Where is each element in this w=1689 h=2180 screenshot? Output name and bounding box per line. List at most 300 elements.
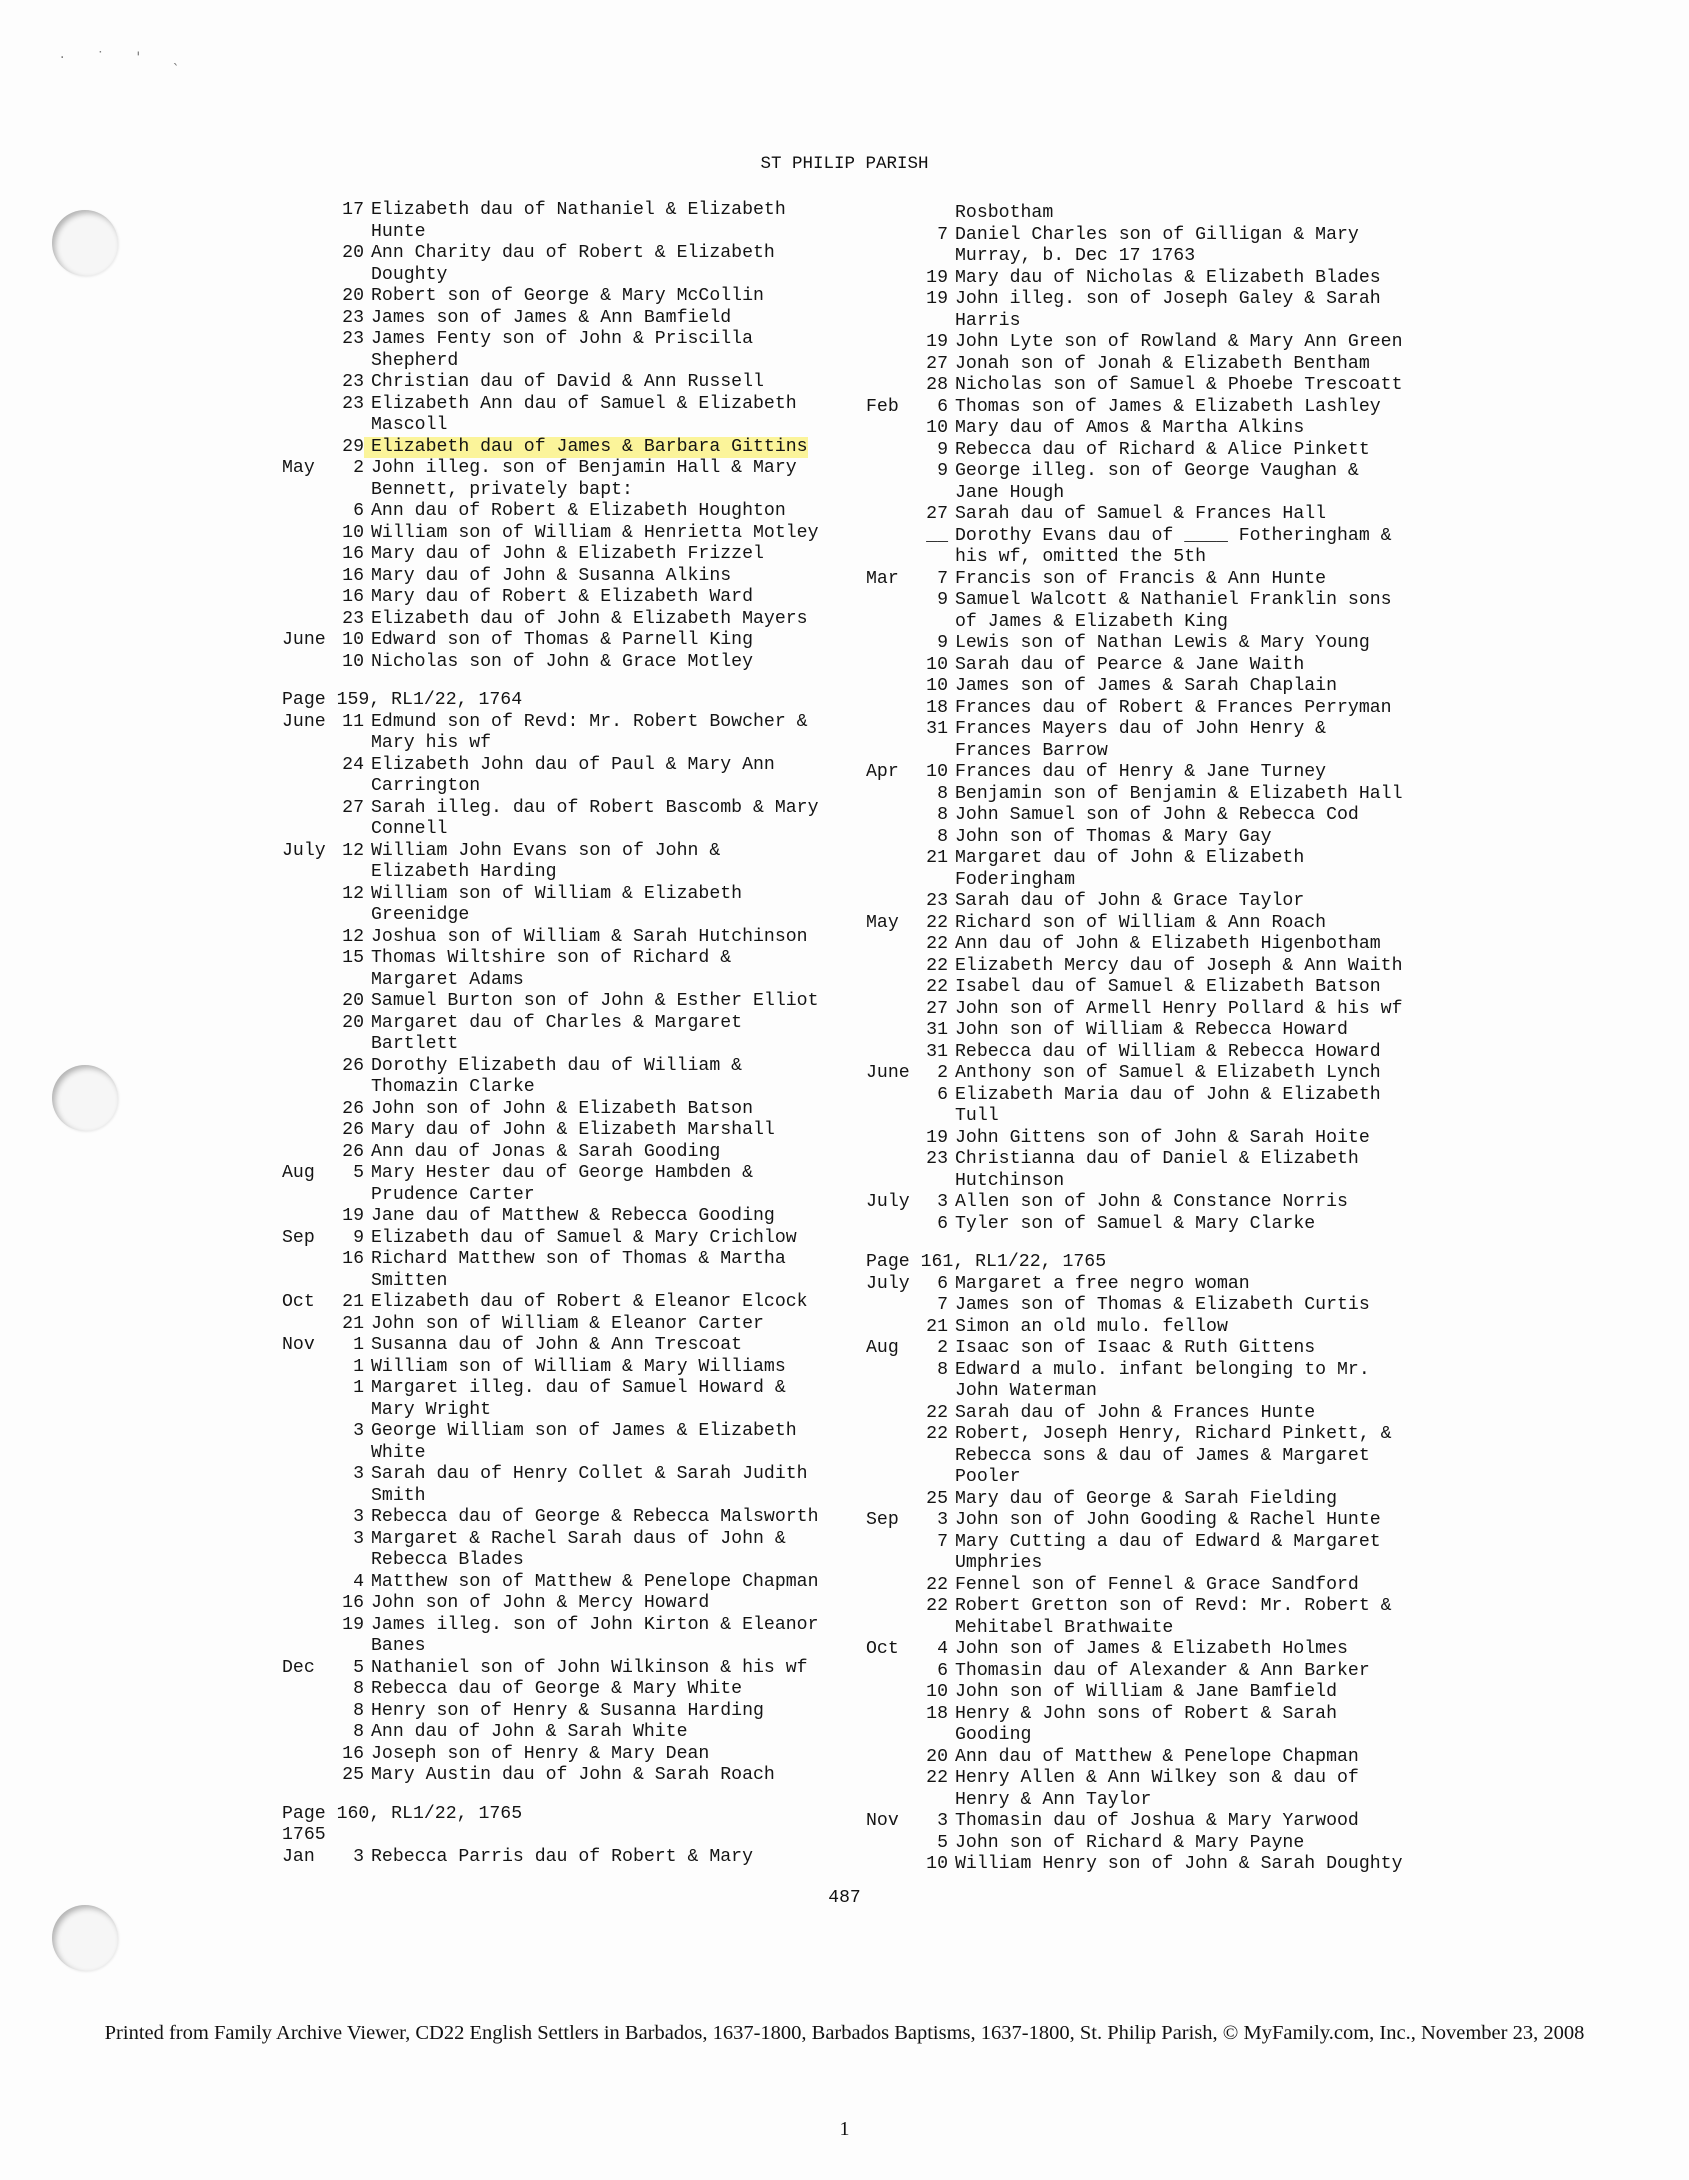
entry-day: 15 (342, 948, 364, 968)
entry-day: 19 (926, 289, 948, 309)
baptism-entry (282, 243, 842, 286)
entry-day: __ (926, 525, 948, 546)
entry-text: Margaret illeg. dau of Samuel Howard & Mary Wright (371, 1378, 786, 1420)
entry-text: Margaret dau of Charles & Margaret Bartlett (371, 1012, 743, 1054)
baptism-entry (282, 329, 842, 372)
baptism-entry (282, 437, 842, 459)
baptism-entry (866, 891, 1426, 913)
baptism-entry (282, 1378, 842, 1421)
entry-text: Dorothy Evans dau of ____ Fotheringham & his wf, omitted the 5th (955, 525, 1392, 567)
baptism-entry (282, 798, 842, 841)
baptism-entry (866, 1510, 1426, 1532)
entry-month: Nov (866, 1811, 899, 1831)
entry-text: Christianna dau of Daniel & Elizabeth Hutchinson (955, 1149, 1359, 1191)
entry-day: 29 (342, 436, 364, 457)
entry-text: Ann dau of John & Sarah White (371, 1722, 688, 1742)
entry-text: Sarah illeg. dau of Robert Bascomb & Mary Connell (371, 797, 819, 839)
entry-text: Rebecca dau of Richard & Alice Pinkett (955, 439, 1370, 460)
baptism-entry (866, 504, 1426, 526)
baptism-entry (282, 1120, 842, 1142)
entry-text: Richard Matthew son of Thomas & Martha Smitten (371, 1249, 786, 1291)
entry-text: Rosbotham (955, 203, 1054, 223)
baptism-entry (866, 1042, 1426, 1064)
entry-day: 6 (937, 396, 948, 417)
entry-month: July (866, 1192, 910, 1212)
entry-month: Sep (282, 1227, 315, 1248)
entry-text: Joseph son of Henry & Mary Dean (371, 1743, 710, 1764)
baptism-entry (866, 1274, 1426, 1296)
entry-day: 22 (926, 912, 948, 933)
entry-day: 19 (342, 1614, 364, 1635)
baptism-entry (282, 1421, 842, 1464)
entry-day: 23 (342, 307, 364, 328)
entry-text: Henry & John sons of Robert & Sarah Gooding (955, 1703, 1337, 1745)
entry-month: June (282, 711, 326, 732)
entry-text: Frances dau of Robert & Frances Perryman (955, 697, 1392, 718)
entry-day: 5 (353, 1657, 364, 1678)
entry-day: 3 (353, 1464, 364, 1484)
punch-hole-middle (52, 1065, 118, 1131)
entry-day: 18 (926, 697, 948, 718)
entry-text: John Gittens son of John & Sarah Hoite (955, 1127, 1370, 1148)
baptism-entry (866, 827, 1426, 849)
entry-text: Mary dau of John & Susanna Alkins (371, 565, 732, 586)
entry-day: 22 (926, 1574, 948, 1595)
entry-text: Edward son of Thomas & Parnell King (371, 630, 753, 650)
entry-day: 24 (342, 754, 364, 775)
entry-day: 22 (926, 1768, 948, 1788)
entry-day: 16 (342, 587, 364, 607)
source-page-heading (282, 1804, 842, 1826)
baptism-entry (866, 375, 1426, 397)
entry-day: 5 (937, 1832, 948, 1853)
baptism-entry (866, 1360, 1426, 1403)
entry-text: John son of James & Elizabeth Holmes (955, 1639, 1348, 1659)
baptism-entry (282, 991, 842, 1013)
entry-day: 8 (353, 1679, 364, 1699)
entry-text: Mary dau of Robert & Elizabeth Ward (371, 587, 753, 607)
entry-text: Henry son of Henry & Susanna Harding (371, 1700, 764, 1721)
entry-day: 31 (926, 719, 948, 739)
entry-text: Mary dau of John & Elizabeth Frizzel (371, 544, 764, 564)
entry-day: 1 (353, 1356, 364, 1377)
baptism-entry (282, 1593, 842, 1615)
entry-month: July (866, 1273, 910, 1294)
entry-text: Mary dau of Amos & Martha Alkins (955, 418, 1305, 438)
entry-text: Mary dau of John & Elizabeth Marshall (371, 1120, 775, 1140)
baptism-entry (866, 569, 1426, 591)
entry-day: 7 (937, 568, 948, 589)
entry-day: 9 (937, 633, 948, 653)
baptism-entry (866, 526, 1426, 569)
entry-day: 20 (342, 243, 364, 263)
baptism-entry (282, 1228, 842, 1250)
entry-day: 8 (937, 805, 948, 825)
entry-month: Oct (282, 1292, 315, 1312)
entry-day: 12 (342, 926, 364, 947)
baptism-entry (866, 1192, 1426, 1214)
baptism-entry (282, 841, 842, 884)
baptism-entry (282, 1206, 842, 1228)
entry-month: Feb (866, 396, 899, 417)
entry-day: 9 (937, 461, 948, 481)
baptism-entry (866, 1424, 1426, 1489)
entry-text: Sarah dau of Henry Collet & Sarah Judith Smith (371, 1464, 808, 1506)
entry-text: Thomasin dau of Alexander & Ann Barker (955, 1660, 1370, 1681)
entry-month: Mar (866, 568, 899, 589)
baptism-entry (866, 1854, 1426, 1876)
entry-day: 3 (937, 1510, 948, 1530)
entry-text: Jonah son of Jonah & Elizabeth Bentham (955, 353, 1370, 374)
baptism-entry (866, 1085, 1426, 1128)
baptism-entry (866, 225, 1426, 268)
baptism-entry (282, 1722, 842, 1744)
baptism-entry (282, 523, 842, 545)
highlighted-entry-text: Elizabeth dau of James & Barbara Gittins (364, 437, 808, 459)
entry-day: 19 (342, 1206, 364, 1226)
baptism-entry (282, 458, 842, 501)
entry-day: 28 (926, 375, 948, 395)
entry-text: Nicholas son of John & Grace Motley (371, 651, 753, 672)
entry-day: 8 (937, 783, 948, 804)
entry-text: George illeg. son of George Vaughan & Jane Hough (955, 461, 1359, 503)
entry-day: 8 (937, 826, 948, 847)
source-page-heading-text: Page 160, RL1/22, 1765 (282, 1803, 523, 1824)
baptism-entry (866, 676, 1426, 698)
entry-text: Joshua son of William & Sarah Hutchinson (371, 926, 808, 947)
entry-day: 31 (926, 1020, 948, 1040)
entry-text: Rebecca dau of William & Rebecca Howard (955, 1041, 1381, 1062)
entry-day: 26 (342, 1120, 364, 1140)
entry-day: 7 (937, 224, 948, 245)
entry-text: Nathaniel son of John Wilkinson & his wf (371, 1657, 808, 1678)
entry-month: Sep (866, 1510, 899, 1530)
baptism-entry (282, 566, 842, 588)
source-page-heading (866, 1252, 1426, 1274)
entry-day: 21 (342, 1292, 364, 1312)
entry-day: 27 (342, 797, 364, 818)
entry-day: 8 (353, 1722, 364, 1742)
entry-month: Nov (282, 1335, 315, 1355)
parish-header: ST PHILIP PARISH (760, 154, 929, 174)
entry-day: 21 (342, 1313, 364, 1334)
entry-day: 6 (353, 501, 364, 521)
baptism-entry (866, 655, 1426, 677)
baptism-entry (866, 633, 1426, 655)
baptism-entry (282, 1765, 842, 1787)
baptism-entry (866, 590, 1426, 633)
entry-text: Edmund son of Revd: Mr. Robert Bowcher & Mary his wf (371, 711, 808, 753)
entry-text: James illeg. son of John Kirton & Eleanor Banes (371, 1614, 819, 1656)
entry-day: 3 (353, 1846, 364, 1867)
entry-month: June (866, 1063, 910, 1083)
entry-day: 6 (937, 1084, 948, 1105)
baptism-entry (282, 1615, 842, 1658)
entry-text: Sarah dau of Samuel & Frances Hall (955, 504, 1327, 524)
entry-text: Fennel son of Fennel & Grace Sandford (955, 1574, 1359, 1595)
baptism-entry (866, 1489, 1426, 1511)
entry-text: Thomasin dau of Joshua & Mary Yarwood (955, 1811, 1359, 1831)
punch-hole-bottom (52, 1905, 118, 1971)
entry-text: Samuel Walcott & Nathaniel Franklin sons of James & Elizabeth King (955, 590, 1392, 632)
baptism-entry (866, 805, 1426, 827)
entry-text: Margaret dau of John & Elizabeth Foderingham (955, 848, 1305, 890)
entry-text: Elizabeth dau of Samuel & Mary Crichlow (371, 1227, 797, 1248)
entry-month: June (282, 630, 326, 650)
entry-text: Benjamin son of Benjamin & Elizabeth Hall (955, 783, 1403, 804)
entry-month: Apr (866, 762, 899, 782)
entry-text: Elizabeth John dau of Paul & Mary Ann Carrington (371, 754, 775, 796)
entry-text: Richard son of William & Ann Roach (955, 912, 1327, 933)
baptism-entry (866, 698, 1426, 720)
baptism-entry (282, 630, 842, 652)
entry-day: 16 (342, 1593, 364, 1613)
entry-text: Isaac son of Isaac & Ruth Gittens (955, 1338, 1316, 1358)
entry-day: 23 (926, 891, 948, 911)
entry-text: James son of James & Ann Bamfield (371, 307, 732, 328)
source-page-heading (282, 1825, 842, 1847)
baptism-entry (866, 1532, 1426, 1575)
entry-text: Anthony son of Samuel & Elizabeth Lynch (955, 1063, 1381, 1083)
entry-day: 20 (342, 286, 364, 306)
entry-text: Rebecca dau of George & Rebecca Malsworth (371, 1507, 819, 1527)
baptism-entry (866, 913, 1426, 935)
entry-text: John son of William & Jane Bamfield (955, 1682, 1337, 1702)
entry-text: Rebecca dau of George & Mary White (371, 1679, 743, 1699)
left-column (282, 200, 842, 1868)
entry-month: Dec (282, 1657, 315, 1678)
entry-day: 2 (937, 1063, 948, 1083)
baptism-entry (866, 1338, 1426, 1360)
entry-text: Sarah dau of John & Grace Taylor (955, 891, 1305, 911)
entry-text: Elizabeth Maria dau of John & Elizabeth Tull (955, 1084, 1381, 1126)
entry-text: Elizabeth dau of Nathaniel & Elizabeth Hunte (371, 200, 786, 242)
baptism-entry (282, 1679, 842, 1701)
entry-text: John son of Armell Henry Pollard & his wf (955, 998, 1403, 1019)
entry-day: 20 (342, 991, 364, 1011)
baptism-entry (866, 289, 1426, 332)
entry-text: Elizabeth dau of John & Elizabeth Mayers (371, 608, 808, 629)
baptism-entry (282, 927, 842, 949)
entry-day: 12 (342, 840, 364, 861)
entry-day: 17 (342, 200, 364, 220)
entry-month: May (866, 912, 899, 933)
entry-text: John Samuel son of John & Rebecca Cod (955, 805, 1359, 825)
baptism-entry (866, 1128, 1426, 1150)
entry-day: 6 (937, 1273, 948, 1294)
entry-text: Isabel dau of Samuel & Elizabeth Batson (955, 977, 1381, 997)
baptism-entry (866, 1295, 1426, 1317)
baptism-entry (282, 1335, 842, 1357)
entry-text: Dorothy Elizabeth dau of William & Thomazin Clarke (371, 1055, 743, 1097)
baptism-entry (866, 461, 1426, 504)
entry-day: 26 (342, 1055, 364, 1076)
punch-hole-top (52, 210, 118, 276)
entry-day: 9 (937, 439, 948, 460)
entry-day: 22 (926, 1424, 948, 1444)
entry-text: Allen son of John & Constance Norris (955, 1192, 1348, 1212)
entry-day: 21 (926, 1316, 948, 1337)
entry-text: Tyler son of Samuel & Mary Clarke (955, 1213, 1316, 1234)
baptism-entry (866, 934, 1426, 956)
entry-month: Aug (282, 1163, 315, 1183)
entry-day: 10 (342, 651, 364, 672)
source-page-heading-text: 1765 (282, 1825, 326, 1845)
baptism-entry (282, 308, 842, 330)
entry-text: Nicholas son of Samuel & Phoebe Trescoatt (955, 375, 1403, 395)
source-page-heading-text: Page 161, RL1/22, 1765 (866, 1252, 1107, 1272)
entry-text: Sarah dau of Pearce & Jane Waith (955, 654, 1305, 675)
entry-day: 5 (353, 1163, 364, 1183)
entry-text: James son of James & Sarah Chaplain (955, 676, 1337, 696)
entry-text: Francis son of Francis & Ann Hunte (955, 568, 1327, 589)
entry-month: May (282, 458, 315, 478)
baptism-entry (282, 1744, 842, 1766)
entry-day: 3 (353, 1528, 364, 1549)
baptism-entry (282, 200, 842, 243)
entry-day: 3 (353, 1421, 364, 1441)
baptism-entry (282, 1529, 842, 1572)
entry-day: 20 (342, 1012, 364, 1033)
entry-day: 22 (926, 1402, 948, 1423)
baptism-entry (282, 609, 842, 631)
baptism-entry (282, 1701, 842, 1723)
print-footer: Printed from Family Archive Viewer, CD22 English Settlers in Barbados, 1637-1800, Barbados Baptisms, 1637-1800, St. Philip Parish, © MyFamily.com, Inc., November 23, 2008 (104, 2022, 1585, 2044)
baptism-entry (866, 1768, 1426, 1811)
entry-day: 4 (937, 1639, 948, 1659)
entry-day: 9 (937, 590, 948, 610)
entry-text: Matthew son of Matthew & Penelope Chapman (371, 1571, 819, 1592)
entry-day: 10 (926, 676, 948, 696)
entry-text: Christian dau of David & Ann Russell (371, 372, 764, 392)
entry-day: 18 (926, 1703, 948, 1724)
entry-text: Mary dau of Nicholas & Elizabeth Blades (955, 267, 1381, 288)
entry-month: Oct (866, 1639, 899, 1659)
entry-day: 16 (342, 544, 364, 564)
baptism-entry (282, 1572, 842, 1594)
baptism-entry (282, 1163, 842, 1206)
entry-text: John Lyte son of Rowland & Mary Ann Green (955, 332, 1403, 352)
entry-text: Frances Mayers dau of John Henry & Frances Barrow (955, 719, 1327, 761)
baptism-entry (866, 784, 1426, 806)
baptism-entry (282, 1292, 842, 1314)
entry-text: Rebecca Parris dau of Robert & Mary (371, 1846, 753, 1867)
entry-text: James Fenty son of John & Priscilla Shepherd (371, 329, 753, 371)
baptism-entry (866, 1317, 1426, 1339)
baptism-entry (282, 1314, 842, 1336)
baptism-entry (282, 1464, 842, 1507)
entry-text: Frances dau of Henry & Jane Turney (955, 762, 1327, 782)
section-gap (282, 1787, 842, 1804)
entry-text: Thomas son of James & Elizabeth Lashley (955, 396, 1381, 417)
baptism-entry (866, 762, 1426, 784)
baptism-entry (282, 1357, 842, 1379)
entry-text: George William son of James & Elizabeth White (371, 1421, 797, 1463)
section-gap (282, 673, 842, 690)
entry-day: 3 (937, 1811, 948, 1831)
entry-text: William son of William & Mary Williams (371, 1356, 786, 1377)
entry-text: Jane dau of Matthew & Rebecca Gooding (371, 1206, 775, 1226)
baptism-entry (866, 719, 1426, 762)
entry-text: John son of William & Eleanor Carter (371, 1313, 764, 1334)
entry-day: 23 (926, 1149, 948, 1169)
entry-day: 2 (937, 1338, 948, 1358)
entry-text: John son of William & Rebecca Howard (955, 1020, 1348, 1040)
entry-day: 26 (342, 1141, 364, 1162)
baptism-entry (282, 1142, 842, 1164)
entry-text: Elizabeth Ann dau of Samuel & Elizabeth Mascoll (371, 393, 797, 435)
entry-day: 27 (926, 353, 948, 374)
entry-day: 1 (353, 1335, 364, 1355)
baptism-entry (866, 1682, 1426, 1704)
entry-day: 11 (342, 711, 364, 732)
entry-day: 4 (353, 1571, 364, 1592)
entry-day: 23 (342, 372, 364, 392)
entry-day: 10 (926, 418, 948, 438)
entry-day: 31 (926, 1041, 948, 1062)
entry-text: Simon an old mulo. fellow (955, 1316, 1228, 1337)
baptism-entry (866, 977, 1426, 999)
baptism-entry (866, 397, 1426, 419)
baptism-entry (866, 956, 1426, 978)
entry-text: John son of Richard & Mary Payne (955, 1832, 1305, 1853)
baptism-entry (866, 354, 1426, 376)
entry-text: Henry Allen & Ann Wilkey son & dau of Henry & Ann Taylor (955, 1768, 1359, 1810)
entry-text: Mary Hester dau of George Hambden & Prudence Carter (371, 1163, 753, 1205)
entry-text: William son of William & Elizabeth Greenidge (371, 883, 743, 925)
baptism-entry (282, 755, 842, 798)
baptism-entry (282, 948, 842, 991)
entry-text: Thomas Wiltshire son of Richard & Margaret Adams (371, 948, 732, 990)
baptism-entry (282, 652, 842, 674)
entry-text: James son of Thomas & Elizabeth Curtis (955, 1295, 1370, 1315)
baptism-entry (866, 999, 1426, 1021)
entry-day: 25 (342, 1765, 364, 1785)
baptism-entry (282, 372, 842, 394)
baptism-entry (866, 1639, 1426, 1661)
entry-day: 10 (926, 1854, 948, 1874)
entry-day: 23 (342, 393, 364, 414)
baptism-entry (866, 1704, 1426, 1747)
entry-text: Ann dau of John & Elizabeth Higenbotham (955, 934, 1381, 954)
entry-day: 7 (937, 1295, 948, 1315)
entry-text: Robert son of George & Mary McCollin (371, 286, 764, 306)
entry-text: Lewis son of Nathan Lewis & Mary Young (955, 633, 1370, 653)
entry-text: John son of John & Elizabeth Batson (371, 1098, 753, 1119)
entry-day: 3 (937, 1192, 948, 1212)
entry-day: 10 (926, 1682, 948, 1702)
baptism-entry (282, 286, 842, 308)
entry-day: 6 (937, 1213, 948, 1234)
entry-day: 10 (926, 654, 948, 675)
entry-text: Ann Charity dau of Robert & Elizabeth Doughty (371, 243, 775, 285)
entry-day: 8 (937, 1359, 948, 1380)
baptism-entry (282, 1847, 842, 1869)
entry-text: Ann dau of Robert & Elizabeth Houghton (371, 501, 786, 521)
baptism-entry (282, 1658, 842, 1680)
entry-text: William son of William & Henrietta Motley (371, 522, 819, 543)
entry-text: Edward a mulo. infant belonging to Mr. John Waterman (955, 1359, 1370, 1401)
entry-day: 22 (926, 977, 948, 997)
entry-day: 20 (926, 1746, 948, 1767)
entry-day: 16 (342, 1743, 364, 1764)
entry-day: 7 (937, 1531, 948, 1552)
baptism-entry (866, 1403, 1426, 1425)
baptism-entry (866, 1833, 1426, 1855)
entry-day: 22 (926, 934, 948, 954)
baptism-entry (866, 268, 1426, 290)
entry-text: John son of John & Mercy Howard (371, 1593, 710, 1613)
